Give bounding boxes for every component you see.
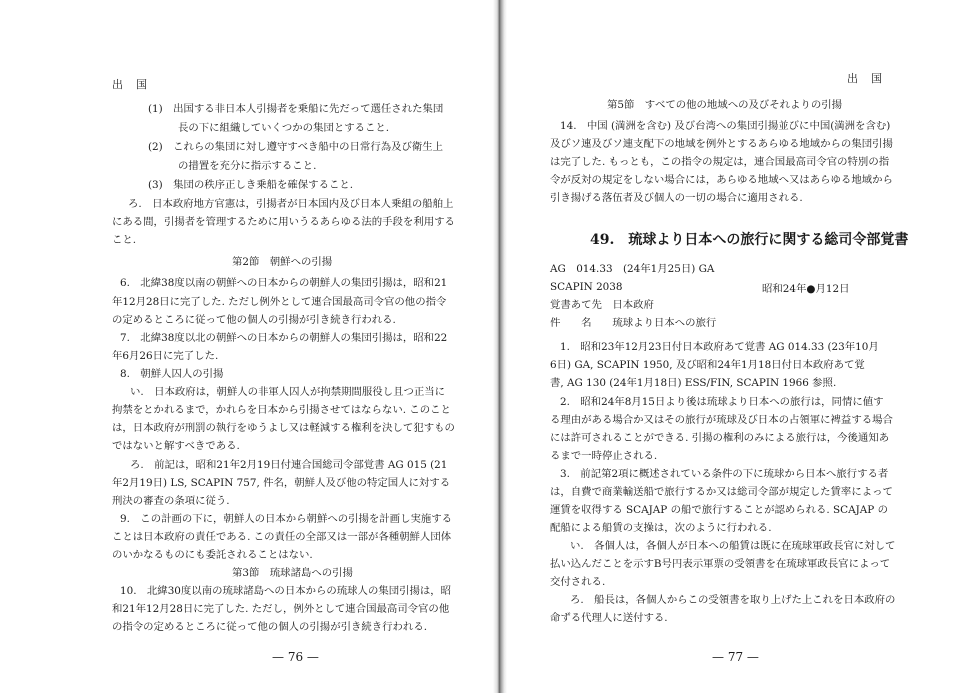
subject-line: 件 名 琉球より日本への旅行 — [550, 317, 717, 329]
text-line: 長の下に組織していくつかの集団とすること. — [178, 122, 390, 134]
section-title: 第5節 すべての他の地域への及びそれよりの引揚 — [607, 99, 842, 111]
text-line: にある間，引揚者を管理するために用いうるあらゆる法的手段を利用する — [112, 216, 455, 228]
text-line: 引き揚げる落伍者及び個人の一切の場合に適用される. — [550, 192, 803, 204]
text-line: には許可されることができる. 引揚の権利のみによる旅行は，今後通知あ — [550, 432, 890, 444]
reference-line: SCAPIN 2038 — [550, 281, 623, 293]
text-line: 書, AG 130 (24年1月18日) ESS/FIN, SCAPIN 1966 参照. — [550, 377, 837, 389]
text-line: ことは日本政府の責任である. この責任の全部又は一部が各種朝鮮人団体 — [112, 531, 452, 543]
text-line: は完了した. もっとも，この指令の規定は，連合国最高司令官の特別の指 — [550, 156, 890, 168]
text-line: 3. 前記第2項に概述されている条件の下に琉球から日本へ旅行する者 — [560, 468, 889, 480]
text-line: ではないと解すべきである. — [112, 440, 240, 452]
page-header: 出 国 — [847, 72, 883, 85]
text-line: は，日本政府が刑罰の執行をゆうよし又は軽減する権利を決して犯すもの — [112, 422, 455, 434]
text-line: 年12月28日に完了した. ただし例外として連合国最高司令官の他の指令 — [112, 296, 447, 308]
text-line: こと. — [112, 234, 137, 246]
text-line: 刑決の審査の条項に従う. — [112, 495, 230, 507]
text-line: 運賃を収得する SCAJAP の船で旅行することが認められる. SCAJAP の — [550, 504, 888, 516]
page-number: — 76 — — [272, 650, 319, 664]
text-line: 10. 北緯30度以南の琉球諸島への日本からの琉球人の集団引揚は，昭 — [120, 585, 452, 597]
page-header: 出 国 — [112, 78, 148, 91]
reference-line: AG 014.33 (24年1月25日) GA — [550, 263, 715, 275]
text-line: (3) 集団の秩序正しき乗船を確保すること. — [148, 179, 354, 191]
text-line: 9. この計画の下に，朝鮮人の日本から朝鮮への引揚を計画し実施する — [120, 513, 453, 525]
text-line: の定めるところに従って他の個人の引揚が引き続き行われる. — [112, 314, 396, 326]
text-line: 令が反対の規定をしない場合には，あらゆる地域へ又はあらゆる地域から — [550, 174, 893, 186]
text-line: 6日) GA, SCAPIN 1950, 及び昭和24年1月18日付日本政府あて覚 — [550, 359, 865, 371]
page-number: — 77 — — [712, 650, 759, 664]
book-gutter — [493, 0, 507, 693]
text-line: 6. 北緯38度以南の朝鮮への日本からの朝鮮人の集団引揚は，昭和21 — [120, 277, 448, 289]
text-line: (2) これらの集団に対し遵守すべき船中の日常行為及び衛生上 — [148, 141, 444, 153]
text-line: い. 各個人は，各個人が日本への船賃は既に在琉球軍政長官に対して — [570, 540, 896, 552]
text-line: 配船による船賃の支操は，次のように行われる. — [550, 522, 772, 534]
text-line: 8. 朝鮮人囚人の引揚 — [120, 368, 224, 380]
text-line: 払い込んだことを示すB号円表示軍票の受領書を在琉球軍政長官によって — [550, 558, 891, 570]
text-line: ろ. 日本政府地方官憲は，引揚者が日本国内及び日本人乗組の船舶上 — [128, 198, 454, 210]
section-title: 第3節 琉球諸島への引揚 — [232, 567, 353, 579]
text-line: のいかなるものにも委託されることはない. — [112, 549, 313, 561]
section-title: 第2節 朝鮮への引揚 — [232, 256, 333, 268]
text-line: は，自費で商業輸送船で旅行するか又は総司令部が規定した賃率によって — [550, 486, 893, 498]
document-date: 昭和24年●月12日 — [762, 283, 850, 295]
addressee-line: 覚書あて先 日本政府 — [550, 299, 654, 311]
text-line: の指令の定めるところに従って他の個人の引揚が引き続き行われる. — [112, 621, 428, 633]
text-line: ろ. 船長は，各個人からこの受領書を取り上げた上これを日本政府の — [570, 594, 896, 606]
text-line: 年6月26日に完了した. — [112, 350, 219, 362]
text-line: 命ずる代理人に送付する. — [550, 612, 668, 624]
text-line: 2. 昭和24年8月15日より後は琉球より日本への旅行は，同情に値す — [560, 396, 884, 408]
text-line: 和21年12月28日に完了した. ただし，例外として連合国最高司令官の他 — [112, 603, 450, 615]
document-title: 49. 琉球より日本への旅行に関する総司令部覚書 — [590, 232, 909, 248]
text-line: 14. 中国 (満洲を含む) 及び台湾への集団引揚並びに中国(満洲を含む) — [560, 120, 891, 132]
text-line: 拘禁をとかれるまで，かれらを日本から引揚させてはならない. このこと — [112, 404, 451, 416]
text-line: ろ. 前記は，昭和21年2月19日付連合国総司令部覚書 AG 015 (21 — [130, 459, 448, 471]
text-line: い. 日本政府は，朝鮮人の非軍人囚人が拘禁期間服役し且つ正当に — [130, 386, 446, 398]
text-line: るまで一時停止される. — [550, 450, 658, 462]
right-page — [507, 0, 980, 693]
text-line: の措置を充分に指示すること. — [178, 160, 317, 172]
text-line: 年2月19日) LS, SCAPIN 757, 件名，朝鮮人及び他の特定国人に対する — [112, 477, 451, 489]
text-line: 7. 北緯38度以北の朝鮮への日本からの朝鮮人の集団引揚は，昭和22 — [120, 332, 448, 344]
text-line: 及びソ連及びソ連支配下の地域を例外とするあらゆる地域からの集団引揚 — [550, 138, 893, 150]
text-line: る理由がある場合か又はその旅行が琉球及び日本の占領軍に裨益する場合 — [550, 414, 893, 426]
text-line: 1. 昭和23年12月23日付日本政府あて覚書 AG 014.33 (23年10月 — [560, 341, 879, 353]
text-line: 交付される. — [550, 576, 606, 588]
text-line: (1) 出国する非日本人引揚者を乗船に先だって選任された集団 — [148, 103, 444, 115]
